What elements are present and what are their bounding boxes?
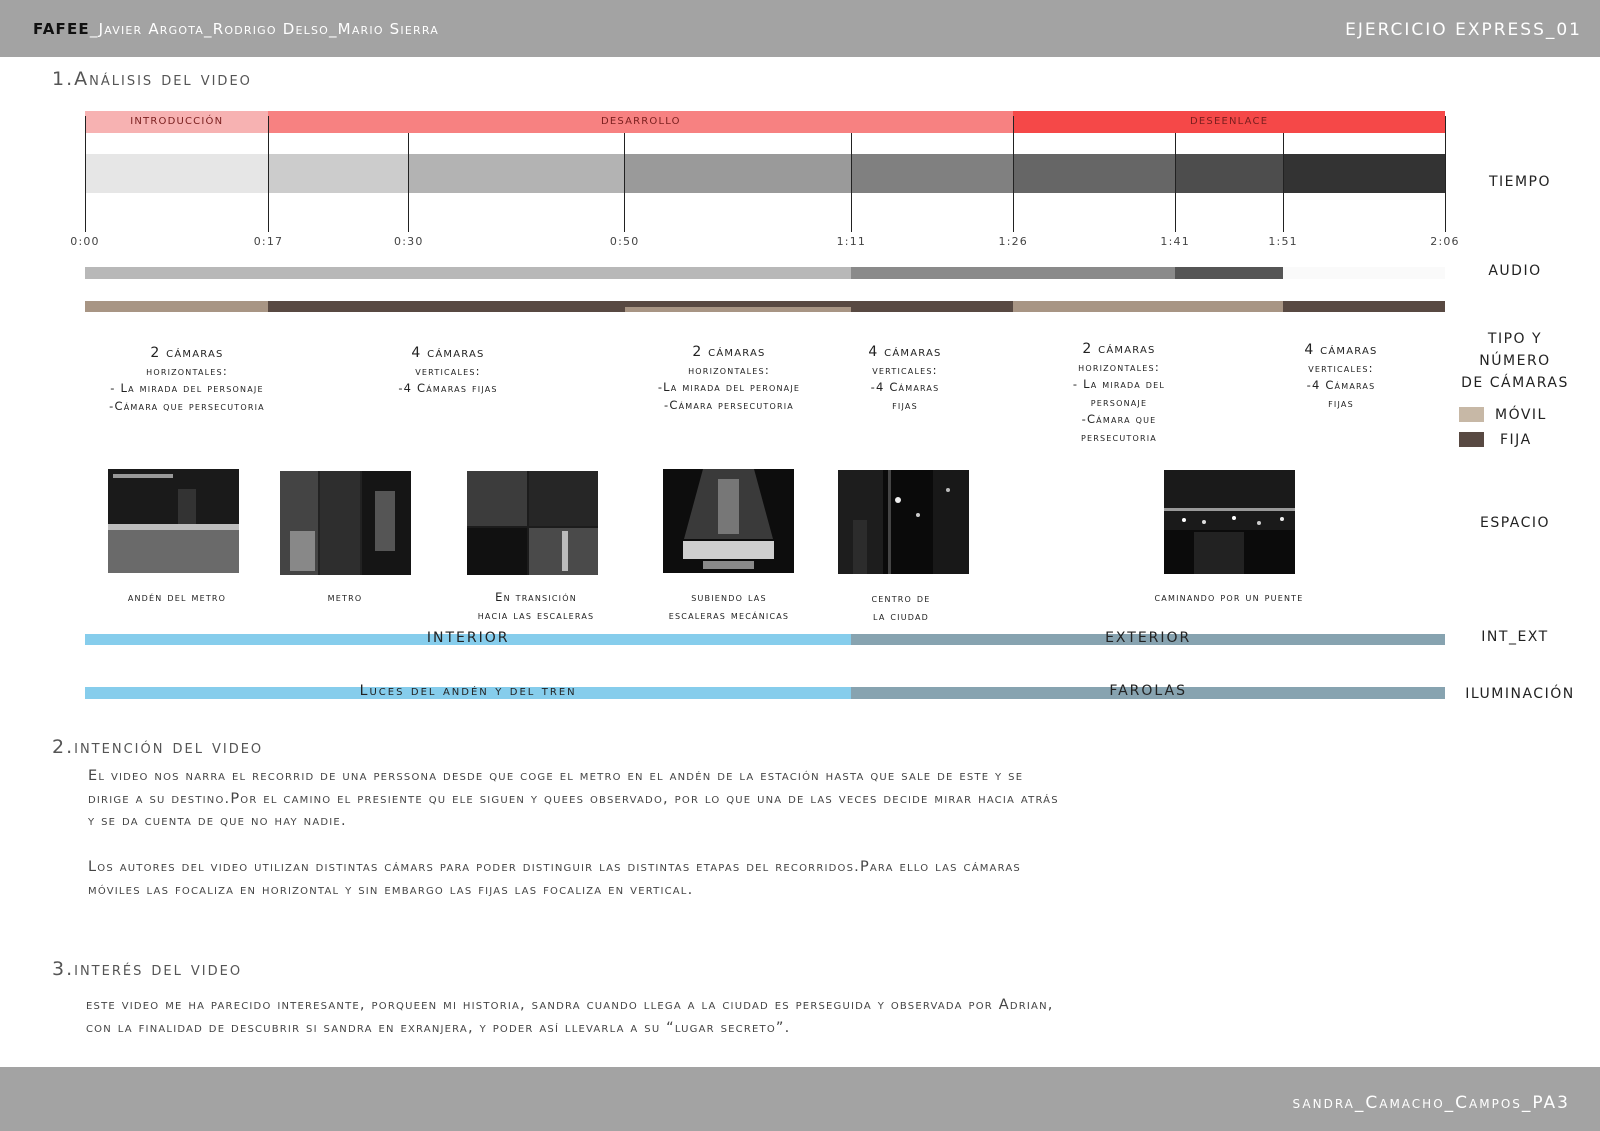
legend-swatch-fija [1459,432,1484,447]
section3-line: este video me ha parecido interesante, porqueen mi historia, sandra cuando llega a la ciudad es perseguida y observada por Adrian, [86,997,1054,1013]
row-label-camaras-line: TIPO Y [1487,331,1543,347]
time-segment [85,154,268,193]
tick-label: 0:17 [253,235,284,248]
camera-description-line: -Cámara que persecutoria [109,398,265,413]
tick-line [1013,116,1014,232]
tick-line [85,116,86,232]
camera-description-line: 4 cámaras [411,345,485,361]
int-ext-label: INTERIOR [426,630,510,646]
phase-label: INTRODUCCIÓN [130,116,224,127]
section3-paragraph [86,994,1576,1039]
camera-description [109,345,265,415]
audio-segment [851,267,1175,279]
camera-description-line: -4 Cámaras [1306,378,1376,392]
camera-description [398,345,497,398]
space-label [478,589,595,624]
section1-title: 1.Análisis del video [52,68,252,90]
tick-line [408,133,409,232]
header-org: FAFEE [33,20,90,38]
camera-description-line: persecutoria [1080,429,1157,444]
space-label [871,590,930,625]
tick-label: 0:50 [609,235,640,248]
camera-description-line: verticales: [1308,360,1374,375]
section2-line: El video nos narra el recorrid de una perssona desde que coge el metro en el andén de la estación hasta que sale de este y se [88,768,1024,784]
section2-line: Los autores del video utilizan distintas cámars para poder distinguir las distintas etapas del recorridos.Para ello las cámaras [88,859,1021,875]
space-photo-metro [280,471,411,575]
space-photo-puente [1164,470,1295,574]
header-exercise: EJERCICIO EXPRESS_01 [1345,20,1582,40]
section2-title: 2.intención del video [52,736,264,758]
section3-line: con la finalidad de descubrir si sandra en exranjera, y poder así llevarla a su “lugar secreto”. [86,1019,791,1036]
row-label-audio: AUDIO [1488,263,1542,279]
time-segment [268,154,408,193]
camera-description-line: 2 cámaras [1082,341,1156,357]
space-label-line: subiendo las [691,590,767,604]
space-label-line: metro [327,590,363,604]
int-ext-label: EXTERIOR [1105,630,1192,646]
space-photo-anden [108,469,239,573]
iluminacion-label: FAROLAS [1109,683,1188,699]
camera-segment [1013,301,1283,312]
time-segment [1283,154,1445,193]
section3-title: 3.interés del video [52,958,243,980]
camera-description-line: -Cámara que [1081,412,1157,426]
camera-segment-inner [625,301,852,307]
camera-description-line: 2 cámaras [150,345,224,361]
space-photo-transicion [467,471,598,575]
tick-line [851,133,852,232]
camera-description-line: -La mirada del peronaje [657,380,801,394]
time-segment [409,154,625,193]
camera-description-line: personaje [1090,394,1148,409]
camera-segment [85,301,268,312]
section2-line: y se da cuenta de que no hay nadie. [88,813,347,829]
tick-line [1283,133,1284,232]
camera-description-line: 4 cámaras [868,344,942,360]
tick-label: 2:06 [1430,235,1460,248]
space-label [669,589,789,624]
space-label [1155,589,1304,607]
camera-description-line: horizontales: [1078,359,1160,374]
space-label-line: escaleras mecánicas [668,607,790,622]
time-segment [625,154,852,193]
audio-segment [1175,267,1283,279]
camera-description-line: - La mirada del personaje [110,381,264,395]
camera-description-line: fijas [892,397,918,412]
tick-label: 0:00 [70,235,100,248]
phase-bar [85,111,268,133]
tick-line [624,133,625,232]
space-label-line: centro de [871,591,931,605]
camera-description-line: 4 cámaras [1304,342,1378,358]
camera-description-line: -4 Cámaras fijas [398,381,498,395]
phase-label: DESEENLACE [1189,116,1269,127]
section2-line: móviles las focaliza en horizontal y sin embargo las fijas las focaliza en vertical. [88,881,694,898]
camera-description-line: verticales: [872,362,938,377]
space-label-line: En transición [495,590,577,604]
legend-label-movil: MÓVIL [1495,407,1547,423]
tick-line [1445,116,1446,232]
row-label-camaras-line: DE CÁMARAS [1461,375,1569,391]
camera-segment [268,301,624,312]
row-label-espacio: ESPACIO [1479,515,1551,531]
tick-label: 1:11 [836,235,867,248]
space-photo-ciudad [838,470,969,574]
camera-description-line: 2 cámaras [692,344,766,360]
tick-label: 1:51 [1268,235,1298,248]
camera-description [1304,342,1377,412]
tick-line [1175,133,1176,232]
tick-line [268,116,269,232]
footer-credit: sandra_Camacho_Campos_PA3 [1292,1093,1570,1113]
phase-bar [1013,111,1445,133]
camera-segment [851,301,1013,312]
iluminacion-label: Luces del andén y del tren [359,683,577,699]
camera-description-line: -Cámara persecutoria [664,397,794,412]
row-label-int-ext: INT_EXT [1481,629,1549,645]
camera-description-line: horizontales: [688,362,770,377]
header-authors-text: _Javier Argota_Rodrigo Delso_Mario Sierra [89,20,439,38]
space-label-line: andén del metro [127,590,227,604]
space-label-line: hacia las escaleras [477,607,595,622]
tick-label: 1:26 [998,235,1029,248]
time-segment [1175,154,1283,193]
phase-bar [268,111,1013,133]
space-label-line: caminando por un puente [1154,590,1304,604]
tick-label: 0:30 [394,235,424,248]
section2-paragraph-2 [88,856,1568,901]
camera-description-line: -4 Cámaras [870,380,940,394]
legend-label-fija: FIJA [1500,432,1532,448]
camera-description [658,344,800,414]
camera-description-line: - La mirada del [1072,377,1166,391]
camera-description [1073,341,1165,446]
audio-segment [1283,267,1445,279]
space-label-line: la ciudad [872,608,930,623]
phase-label: DESARROLLO [600,116,681,127]
camera-description-line: verticales: [415,363,481,378]
space-photo-escaleras [663,469,794,573]
row-label-iluminacion: ILUMINACIÓN [1465,686,1575,702]
section2-paragraph-1 [88,765,1568,833]
time-segment [851,154,1013,193]
camera-description [868,344,941,414]
row-label-camaras [1455,328,1575,394]
time-segment [1013,154,1175,193]
audio-segment [85,267,851,279]
camera-description-line: fijas [1328,395,1354,410]
space-label [128,589,226,607]
row-label-tiempo: TIEMPO [1488,174,1552,190]
camera-description-line: horizontales: [146,363,228,378]
row-label-camaras-line: NÚMERO [1479,353,1551,369]
space-label [328,589,363,607]
section2-line: dirige a su destino.Por el camino el presiente qu ele siguen y quees observado, por lo que una de las veces decide mirar hacia atrás [88,790,1059,807]
camera-segment [1283,301,1445,312]
legend-swatch-movil [1459,407,1484,422]
tick-label: 1:41 [1160,235,1190,248]
